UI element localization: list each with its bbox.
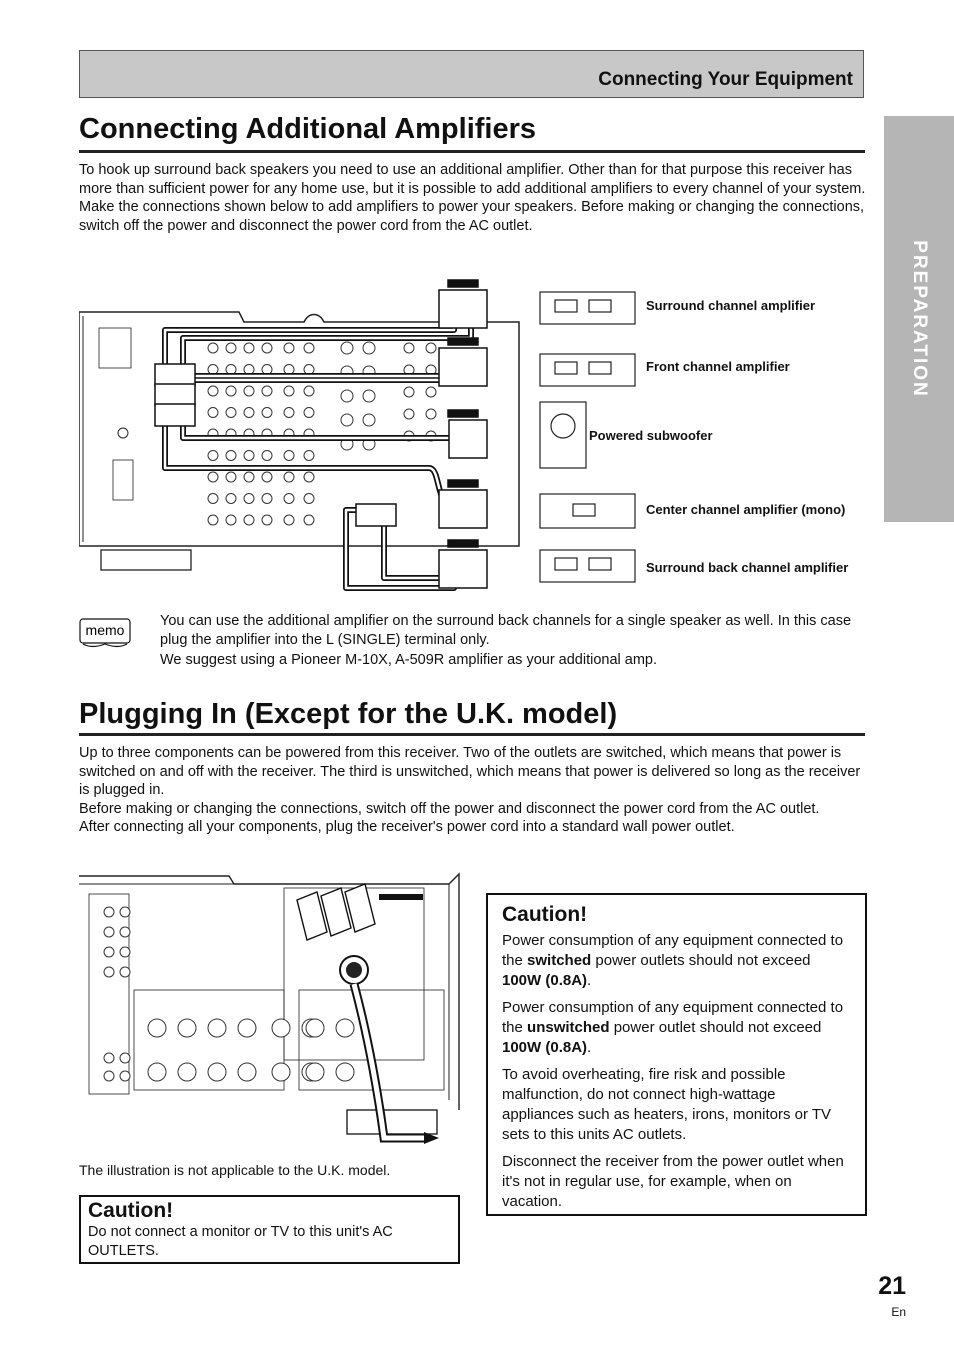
jack	[226, 494, 236, 504]
preout-jacks	[155, 364, 396, 526]
jack	[226, 386, 236, 396]
label-center-amp: Center channel amplifier (mono)	[646, 502, 846, 517]
jack	[341, 414, 353, 426]
plugging-in-text	[79, 744, 869, 837]
jack	[120, 1071, 130, 1081]
jack	[262, 408, 272, 418]
jack	[341, 390, 353, 402]
side-tab	[884, 116, 954, 522]
jack	[104, 907, 114, 917]
language-code: En	[891, 1305, 906, 1319]
jack	[284, 494, 294, 504]
caution-disconnect: Disconnect the receiver from the power outlet when it's not in regular use, for example, when on vacation.	[502, 1153, 844, 1210]
receiver-jacks	[208, 342, 436, 525]
jack	[304, 472, 314, 482]
jack	[272, 1019, 290, 1037]
caution-unswitched: Power consumption of any equipment connected to the unswitched power outlet should not exceed 100W (0.8A).	[502, 999, 844, 1056]
caution-overheating: To avoid overheating, fire risk and possible malfunction, do not connect high-wattage appliances such as heaters, irons, monitors or TV sets to this units AC outlets.	[502, 1066, 832, 1143]
jack	[238, 1063, 256, 1081]
jack	[336, 1063, 354, 1081]
jack	[120, 907, 130, 917]
label-surround-amp: Surround channel amplifier	[646, 298, 816, 313]
jack	[262, 472, 272, 482]
jack	[336, 1019, 354, 1037]
jack	[304, 515, 314, 525]
caution-text: Do not connect a monitor or TV to this unit's AC OUTLETS.	[88, 1224, 393, 1259]
jack	[284, 343, 294, 353]
amp-input-terminals	[439, 280, 487, 588]
label-subwoofer: Powered subwoofer	[589, 428, 713, 443]
jack	[306, 1019, 324, 1037]
jack	[341, 342, 353, 354]
jack	[262, 515, 272, 525]
jack	[208, 343, 218, 353]
memo-text	[160, 612, 860, 672]
jack	[404, 409, 414, 419]
jack	[244, 343, 254, 353]
amplifiers-intro-text: To hook up surround back speakers you need to use an additional amplifier. Other than for that purpose this receiver has more than sufficient power for any home use, but it is possible to add additional amplifiers to every channel of your system. Make the connections shown below to add amplifiers to power your speakers. Before making or changing the connections, switch off the power and disconnect the power cord from the AC outlet.	[79, 162, 866, 234]
jack	[208, 1019, 226, 1037]
jack	[262, 343, 272, 353]
amplifiers-intro	[79, 161, 869, 235]
jack	[272, 1063, 290, 1081]
jack	[244, 472, 254, 482]
plugging-p2: Before making or changing the connections, switch off the power and disconnect the power cord from the AC outlet.	[79, 800, 820, 817]
side-tab-label: PREPARATION	[909, 240, 930, 398]
illustration-note: The illustration is not applicable to the U.K. model.	[79, 1162, 391, 1178]
section-header-title: Connecting Your Equipment	[598, 69, 853, 90]
caution-box-monitor	[79, 1195, 460, 1264]
jack	[226, 515, 236, 525]
jack	[304, 408, 314, 418]
jack	[148, 1019, 166, 1037]
jack	[104, 1071, 114, 1081]
jack	[208, 472, 218, 482]
jack	[208, 451, 218, 461]
jack	[104, 1053, 114, 1063]
amplifier-connection-diagram	[79, 278, 879, 594]
section-title-plugging-in: Plugging In (Except for the U.K. model)	[79, 698, 618, 730]
jack	[426, 343, 436, 353]
caution-switched: Power consumption of any equipment connected to the switched power outlets should not exceed 100W (0.8A).	[502, 932, 844, 989]
jack	[178, 1019, 196, 1037]
jack	[284, 515, 294, 525]
label-front-amp: Front channel amplifier	[646, 359, 790, 374]
memo-line-2: We suggest using a Pioneer M-10X, A-509R amplifier as your additional amp.	[160, 652, 658, 669]
title-rule	[79, 150, 865, 153]
jack	[104, 927, 114, 937]
jack	[226, 472, 236, 482]
jack	[284, 472, 294, 482]
jack	[262, 494, 272, 504]
jack	[404, 343, 414, 353]
jack	[226, 408, 236, 418]
jack	[426, 387, 436, 397]
memo-icon-label: memo	[85, 622, 125, 638]
jack	[120, 967, 130, 977]
jack	[284, 386, 294, 396]
caution-title: Caution!	[88, 1199, 174, 1222]
memo-icon	[79, 618, 131, 648]
ac-outlet-illustration	[79, 870, 463, 1150]
jack	[306, 1063, 324, 1081]
jack	[304, 343, 314, 353]
jack	[238, 1019, 256, 1037]
jack	[104, 967, 114, 977]
plugging-p1: Up to three components can be powered from this receiver. Two of the outlets are switched, which means that power is switched on and off with the receiver. The third is unswitched, which means that power is delivered so long as the receiver is plugged in.	[79, 745, 861, 799]
jack	[226, 343, 236, 353]
ac-outlets	[297, 884, 375, 940]
jack	[208, 408, 218, 418]
jack	[226, 451, 236, 461]
jack	[304, 451, 314, 461]
jack	[120, 947, 130, 957]
memo-line-1: You can use the additional amplifier on the surround back channels for a single speaker as well. In this case plug the amplifier into the L (SINGLE) terminal only.	[160, 613, 852, 648]
section-title-amplifiers: Connecting Additional Amplifiers	[79, 113, 537, 145]
jack	[363, 390, 375, 402]
label-surround-back-amp: Surround back channel amplifier	[646, 560, 849, 575]
jack	[244, 494, 254, 504]
jack	[304, 494, 314, 504]
jack	[208, 515, 218, 525]
caution-title-2: Caution!	[502, 903, 588, 926]
jack	[148, 1063, 166, 1081]
section-header-bar	[79, 50, 864, 98]
jack	[244, 515, 254, 525]
title-rule-2	[79, 733, 865, 736]
page-number: 21	[878, 1272, 906, 1300]
jack	[120, 927, 130, 937]
jack	[120, 1053, 130, 1063]
plugging-p3: After connecting all your components, plug the receiver's power cord into a standard wall power outlet.	[79, 819, 735, 836]
jack	[244, 451, 254, 461]
jack	[262, 386, 272, 396]
jack	[262, 451, 272, 461]
jack	[244, 408, 254, 418]
jack	[208, 1063, 226, 1081]
jack	[244, 386, 254, 396]
jack	[208, 494, 218, 504]
jack	[363, 342, 375, 354]
jack	[284, 408, 294, 418]
jack	[284, 451, 294, 461]
jack	[404, 387, 414, 397]
caution-box-power	[486, 893, 867, 1216]
jack	[363, 414, 375, 426]
jack	[104, 947, 114, 957]
jack	[178, 1063, 196, 1081]
jack	[304, 386, 314, 396]
jack	[426, 409, 436, 419]
jack	[208, 386, 218, 396]
